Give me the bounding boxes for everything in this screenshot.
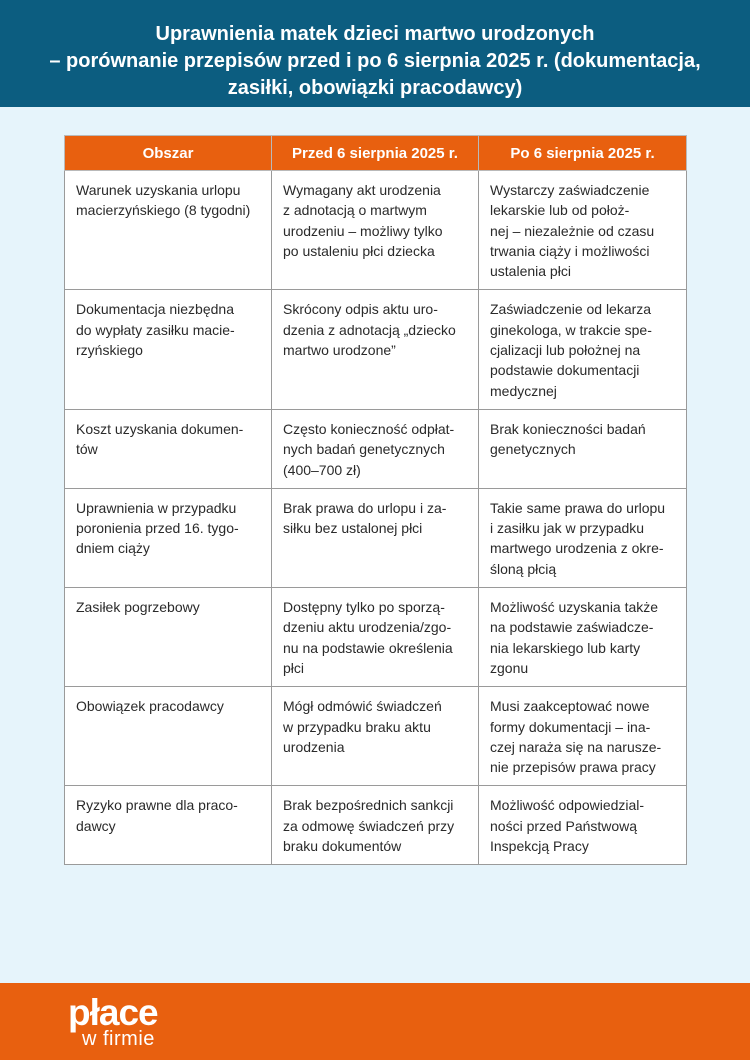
page-title-line-3: zasiłki, obowiązki pracodawcy) xyxy=(227,77,523,99)
cell-text-line: ności przed Państwową xyxy=(490,817,638,834)
cell-text-line: macierzyńskiego (8 tygodni) xyxy=(76,202,251,219)
cell-before xyxy=(272,409,479,488)
cell-area xyxy=(65,687,272,786)
cell-text-line: nia lekarskiego lub karty xyxy=(490,639,641,656)
cell-text-line: Zasiłek pogrzebowy xyxy=(76,599,200,616)
cell-text-line: urodzeniu – możliwy tylko xyxy=(283,222,443,239)
table-row xyxy=(65,290,687,409)
cell-text-line: Dostępny tylko po sporzą- xyxy=(283,599,445,616)
table-row xyxy=(65,488,687,587)
cell-after xyxy=(479,588,687,687)
cell-text-line: cjalizacji lub położnej na xyxy=(490,342,641,359)
cell-text-line: trwania ciąży i możliwości xyxy=(490,242,650,259)
cell-text-line: Zaświadczenie od lekarza xyxy=(490,301,652,318)
cell-text-line: dzeniu aktu urodzenia/zgo- xyxy=(283,619,452,636)
cell-text-line: Wymagany akt urodzenia xyxy=(283,182,441,198)
cell-after xyxy=(479,171,687,290)
cell-text-line: nu na podstawie określenia xyxy=(283,639,453,656)
table-header-row xyxy=(65,136,687,171)
cell-before xyxy=(272,786,479,865)
cell-text-line: Brak prawa do urlopu i za- xyxy=(283,499,447,516)
cell-text-line: Inspekcją Pracy xyxy=(490,838,589,855)
cell-text-line: martwego urodzenia z okre- xyxy=(490,540,664,557)
cell-text-line: Ryzyko prawne dla praco- xyxy=(76,797,238,814)
page-footer xyxy=(0,983,750,1060)
cell-after xyxy=(479,488,687,587)
cell-text-line: śloną płcią xyxy=(490,560,557,577)
cell-text-line: i zasiłku jak w przypadku xyxy=(490,520,645,537)
cell-text-line: dzenia z adnotacją „dziecko xyxy=(283,321,456,338)
cell-text-line: Obowiązek pracodawcy xyxy=(76,698,224,715)
page-header xyxy=(0,0,750,107)
page-title-line-2: – porównanie przepisów przed i po 6 sierpnia 2025 r. (dokumentacja, xyxy=(49,50,701,72)
column-header-after: Po 6 sierpnia 2025 r. xyxy=(479,136,687,171)
cell-text-line: Skrócony odpis aktu uro- xyxy=(283,301,438,318)
cell-text-line: poronienia przed 16. tygo- xyxy=(76,520,239,537)
table-row xyxy=(65,409,687,488)
cell-text-line: po ustaleniu płci dziecka xyxy=(283,242,435,259)
cell-text-line: zgonu xyxy=(490,659,529,676)
cell-text-line: z adnotacją o martwym xyxy=(283,202,427,219)
cell-text-line: rzyńskiego xyxy=(76,342,143,359)
cell-text-line: czej naraża się na narusze- xyxy=(490,738,662,755)
logo-text-main: płace xyxy=(68,992,158,1033)
cell-text-line: w przypadku braku aktu xyxy=(283,718,431,735)
page-title-line-1: Uprawnienia matek dzieci martwo urodzonych xyxy=(155,23,595,45)
cell-text-line: nie przepisów prawa pracy xyxy=(490,759,656,776)
cell-text-line: martwo urodzone” xyxy=(283,342,396,359)
cell-before xyxy=(272,290,479,409)
cell-after xyxy=(479,687,687,786)
cell-text-line: nej – niezależnie od czasu xyxy=(490,222,655,239)
cell-text-line: Mógł odmówić świadczeń xyxy=(283,698,442,715)
comparison-table-container xyxy=(64,135,686,865)
cell-area xyxy=(65,171,272,290)
cell-area xyxy=(65,409,272,488)
cell-text-line: do wypłaty zasiłku macie- xyxy=(76,321,235,338)
logo-text-sub: w firmie xyxy=(82,1028,155,1050)
cell-text-line: płci xyxy=(283,659,305,676)
column-header-before: Przed 6 sierpnia 2025 r. xyxy=(272,136,479,171)
cell-text-line: dawcy xyxy=(76,817,116,834)
cell-before xyxy=(272,588,479,687)
table-row xyxy=(65,171,687,290)
cell-text-line: dniem ciąży xyxy=(76,540,150,557)
cell-text-line: urodzenia xyxy=(283,738,345,755)
cell-text-line: tów xyxy=(76,441,98,458)
cell-text-line: za odmowę świadczeń przy xyxy=(283,817,455,834)
cell-text-line: podstawie dokumentacji xyxy=(490,362,640,379)
cell-text-line: Brak bezpośrednich sankcji xyxy=(283,797,454,814)
cell-text-line: Możliwość odpowiedzial- xyxy=(490,797,645,814)
cell-text-line: Musi zaakceptować nowe xyxy=(490,698,650,715)
cell-text-line: Dokumentacja niezbędna xyxy=(76,301,234,318)
cell-text-line: formy dokumentacji – ina- xyxy=(490,718,651,735)
cell-before xyxy=(272,488,479,587)
cell-before xyxy=(272,687,479,786)
cell-text-line: ustalenia płci xyxy=(490,263,571,280)
brand-logo xyxy=(68,992,168,1051)
cell-text-line: Możliwość uzyskania także xyxy=(490,599,659,616)
cell-before xyxy=(272,171,479,290)
table-body xyxy=(65,171,687,865)
cell-text-line: genetycznych xyxy=(490,441,576,458)
cell-text-line: Uprawnienia w przypadku xyxy=(76,499,237,516)
cell-area xyxy=(65,488,272,587)
cell-text-line: Koszt uzyskania dokumen- xyxy=(76,420,244,437)
cell-area xyxy=(65,588,272,687)
cell-text-line: na podstawie zaświadcze- xyxy=(490,619,654,636)
cell-text-line: siłku bez ustalonej płci xyxy=(283,520,423,537)
cell-after xyxy=(479,786,687,865)
cell-text-line: ginekologa, w trakcie spe- xyxy=(490,321,652,338)
cell-text-line: nych badań genetycznych xyxy=(283,441,445,458)
cell-after xyxy=(479,409,687,488)
cell-text-line: Wystarczy zaświadczenie xyxy=(490,182,650,198)
column-header-area: Obszar xyxy=(65,136,272,171)
table-row xyxy=(65,687,687,786)
cell-after xyxy=(479,290,687,409)
cell-text-line: Warunek uzyskania urlopu xyxy=(76,182,241,198)
cell-text-line: (400–700 zł) xyxy=(283,461,361,478)
table-row xyxy=(65,588,687,687)
cell-area xyxy=(65,786,272,865)
cell-text-line: lekarskie lub od położ- xyxy=(490,202,630,219)
cell-text-line: Często konieczność odpłat- xyxy=(283,420,455,437)
cell-area xyxy=(65,290,272,409)
table-row xyxy=(65,786,687,865)
cell-text-line: braku dokumentów xyxy=(283,838,402,855)
cell-text-line: Brak konieczności badań xyxy=(490,420,646,437)
cell-text-line: medycznej xyxy=(490,382,557,399)
cell-text-line: Takie same prawa do urlopu xyxy=(490,499,666,516)
comparison-table xyxy=(64,135,687,865)
